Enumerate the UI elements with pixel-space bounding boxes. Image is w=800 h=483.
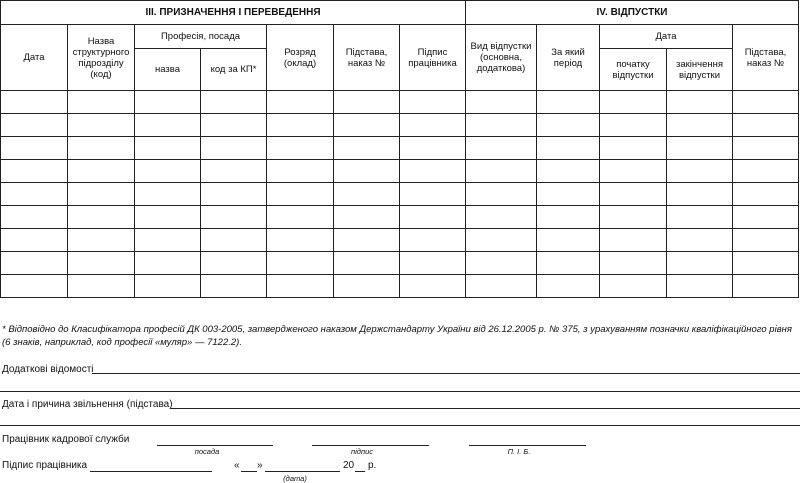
- additional-info-row: [0, 362, 800, 376]
- col-vacation-type: Вид відпустки (основна, додаткова): [466, 25, 537, 91]
- table-cell[interactable]: [466, 160, 537, 183]
- table-cell[interactable]: [667, 137, 733, 160]
- hr-position-caption: посада: [194, 447, 220, 456]
- table-cell[interactable]: [68, 275, 135, 298]
- table-cell[interactable]: [334, 206, 400, 229]
- date-close-quote: »: [257, 460, 263, 471]
- table-cell[interactable]: [267, 160, 334, 183]
- table-cell[interactable]: [400, 183, 466, 206]
- table-cell[interactable]: [267, 252, 334, 275]
- col-vacation-basis: Підстава, наказ №: [733, 25, 799, 91]
- table-cell[interactable]: [600, 206, 667, 229]
- date-day-line[interactable]: [241, 471, 257, 472]
- date-open-quote: «: [234, 460, 240, 471]
- table-cell[interactable]: [537, 275, 600, 298]
- table-cell[interactable]: [1, 206, 68, 229]
- table-cell[interactable]: [537, 252, 600, 275]
- table-cell[interactable]: [667, 275, 733, 298]
- table-cell[interactable]: [135, 275, 201, 298]
- additional-info-label: Додаткові відомості: [2, 364, 94, 375]
- table-cell[interactable]: [667, 229, 733, 252]
- table-cell[interactable]: [135, 206, 201, 229]
- table-cell[interactable]: [667, 252, 733, 275]
- col-vacation-start: початку відпустки: [600, 49, 667, 91]
- section4-title: IV. ВІДПУСТКИ: [466, 1, 799, 25]
- table-cell[interactable]: [600, 252, 667, 275]
- table-cell[interactable]: [667, 91, 733, 114]
- footnote: * Відповідно до Класифікатора професій ДК 003-2005, затвердженого наказом Держстандарту України від 26.12.2005 р. № 375, з урахуванням позначки кваліфікаційного рівня (6 знаків, наприклад, код професії «муляр» — 7122.2).: [2, 324, 792, 348]
- table-cell[interactable]: [68, 252, 135, 275]
- table-cell[interactable]: [267, 229, 334, 252]
- table-cell[interactable]: [537, 206, 600, 229]
- table-cell[interactable]: [135, 91, 201, 114]
- table-cell[interactable]: [68, 160, 135, 183]
- col-basis: Підстава, наказ №: [334, 25, 400, 91]
- table-cell[interactable]: [733, 206, 799, 229]
- table-cell[interactable]: [466, 229, 537, 252]
- table-row: [1, 229, 799, 252]
- table-row: [1, 183, 799, 206]
- table-cell[interactable]: [600, 114, 667, 137]
- table-cell[interactable]: [600, 91, 667, 114]
- table-cell[interactable]: [400, 160, 466, 183]
- table-cell[interactable]: [334, 114, 400, 137]
- table-cell[interactable]: [733, 229, 799, 252]
- table-cell[interactable]: [267, 137, 334, 160]
- table-cell[interactable]: [600, 183, 667, 206]
- table-cell[interactable]: [135, 183, 201, 206]
- table-cell[interactable]: [400, 229, 466, 252]
- table-cell[interactable]: [135, 160, 201, 183]
- col-rank: Розряд (оклад): [267, 25, 334, 91]
- table-cell[interactable]: [267, 183, 334, 206]
- table-cell[interactable]: [135, 137, 201, 160]
- table-cell[interactable]: [201, 229, 267, 252]
- table-cell[interactable]: [400, 275, 466, 298]
- table-cell[interactable]: [733, 275, 799, 298]
- table-cell[interactable]: [267, 206, 334, 229]
- table-cell[interactable]: [135, 229, 201, 252]
- hr-name-line[interactable]: [469, 445, 586, 446]
- table-cell[interactable]: [537, 160, 600, 183]
- table-cell[interactable]: [267, 114, 334, 137]
- dismissal-row: [0, 397, 800, 411]
- col-vacation-end: закінчення відпустки: [667, 49, 733, 91]
- table-row: [1, 114, 799, 137]
- table-cell[interactable]: [537, 91, 600, 114]
- table-cell[interactable]: [68, 91, 135, 114]
- table-cell[interactable]: [466, 91, 537, 114]
- table-cell[interactable]: [733, 114, 799, 137]
- table-cell[interactable]: [201, 137, 267, 160]
- table-cell[interactable]: [466, 183, 537, 206]
- table-cell[interactable]: [1, 183, 68, 206]
- table-row: [1, 275, 799, 298]
- table-cell[interactable]: [667, 160, 733, 183]
- table-cell[interactable]: [466, 114, 537, 137]
- table-cell[interactable]: [733, 252, 799, 275]
- col-vacation-date: Дата: [600, 25, 733, 49]
- table-cell[interactable]: [201, 275, 267, 298]
- table-cell[interactable]: [201, 114, 267, 137]
- table-cell[interactable]: [201, 160, 267, 183]
- table-cell[interactable]: [537, 183, 600, 206]
- table-cell[interactable]: [1, 137, 68, 160]
- table-cell[interactable]: [201, 91, 267, 114]
- employee-signature-label: Підпис працівника: [2, 460, 88, 471]
- table-row: [1, 91, 799, 114]
- table-cell[interactable]: [334, 183, 400, 206]
- table-cell[interactable]: [667, 206, 733, 229]
- col-unit: Назва структурного підрозділу (код): [68, 25, 135, 91]
- table-cell[interactable]: [334, 160, 400, 183]
- col-period: За який період: [537, 25, 600, 91]
- table-cell[interactable]: [600, 137, 667, 160]
- table-cell[interactable]: [68, 206, 135, 229]
- table-cell[interactable]: [1, 91, 68, 114]
- col-prof-name: назва: [135, 49, 201, 91]
- hr-signature-caption: підпис: [351, 447, 373, 456]
- hr-name-caption: П. І. Б.: [507, 447, 531, 456]
- table-cell[interactable]: [68, 229, 135, 252]
- year-prefix: 20: [343, 460, 355, 471]
- table-cell[interactable]: [600, 160, 667, 183]
- table-cell[interactable]: [201, 206, 267, 229]
- table-cell[interactable]: [600, 229, 667, 252]
- table-cell[interactable]: [600, 275, 667, 298]
- dismissal-label: Дата і причина звільнення (підстава): [2, 399, 173, 410]
- table-cell[interactable]: [537, 229, 600, 252]
- hr-signature-line[interactable]: [312, 445, 429, 446]
- col-prof-code: код за КП*: [201, 49, 267, 91]
- additional-info-line[interactable]: [92, 373, 800, 374]
- dismissal-line[interactable]: [170, 408, 800, 409]
- table-cell[interactable]: [201, 252, 267, 275]
- table-cell[interactable]: [667, 114, 733, 137]
- table-cell[interactable]: [68, 114, 135, 137]
- table-cell[interactable]: [334, 252, 400, 275]
- table-cell[interactable]: [466, 206, 537, 229]
- table-cell[interactable]: [267, 275, 334, 298]
- dismissal-line-2[interactable]: [0, 425, 800, 426]
- table-cell[interactable]: [466, 252, 537, 275]
- table-row: [1, 137, 799, 160]
- hr-worker-label: Працівник кадрової служби: [2, 434, 130, 445]
- table-cell[interactable]: [400, 252, 466, 275]
- employee-signature-line[interactable]: [90, 471, 212, 472]
- table-cell[interactable]: [334, 91, 400, 114]
- col-signature: Підпис працівника: [400, 25, 466, 91]
- table-cell[interactable]: [1, 160, 68, 183]
- table-cell[interactable]: [537, 137, 600, 160]
- table-cell[interactable]: [733, 91, 799, 114]
- additional-info-line-2[interactable]: [0, 391, 800, 392]
- year-suffix: р.: [368, 460, 377, 471]
- date-month-line[interactable]: [265, 471, 340, 472]
- table-cell[interactable]: [1, 252, 68, 275]
- table-cell[interactable]: [400, 114, 466, 137]
- year-line[interactable]: [355, 471, 365, 472]
- table-cell[interactable]: [334, 275, 400, 298]
- table-cell[interactable]: [400, 206, 466, 229]
- table-cell[interactable]: [466, 137, 537, 160]
- table-cell[interactable]: [135, 114, 201, 137]
- table-cell[interactable]: [733, 183, 799, 206]
- section3-title: III. ПРИЗНАЧЕННЯ І ПЕРЕВЕДЕННЯ: [1, 1, 466, 25]
- table-cell[interactable]: [68, 137, 135, 160]
- table-cell[interactable]: [201, 183, 267, 206]
- col-date: Дата: [1, 25, 68, 91]
- hr-position-line[interactable]: [157, 445, 273, 446]
- table-cell[interactable]: [400, 137, 466, 160]
- col-profession: Професія, посада: [135, 25, 267, 49]
- table-cell[interactable]: [1, 275, 68, 298]
- table-cell[interactable]: [135, 252, 201, 275]
- date-caption: (дата): [283, 474, 307, 483]
- table-cell[interactable]: [466, 275, 537, 298]
- table-cell[interactable]: [68, 183, 135, 206]
- table-cell[interactable]: [400, 91, 466, 114]
- table-cell[interactable]: [267, 91, 334, 114]
- table-cell[interactable]: [334, 137, 400, 160]
- table-cell[interactable]: [334, 229, 400, 252]
- table-row: [1, 206, 799, 229]
- table-cell[interactable]: [1, 229, 68, 252]
- table-cell[interactable]: [537, 114, 600, 137]
- table-cell[interactable]: [733, 137, 799, 160]
- table-cell[interactable]: [733, 160, 799, 183]
- table-row: [1, 252, 799, 275]
- table-cell[interactable]: [1, 114, 68, 137]
- table-cell[interactable]: [667, 183, 733, 206]
- table-row: [1, 160, 799, 183]
